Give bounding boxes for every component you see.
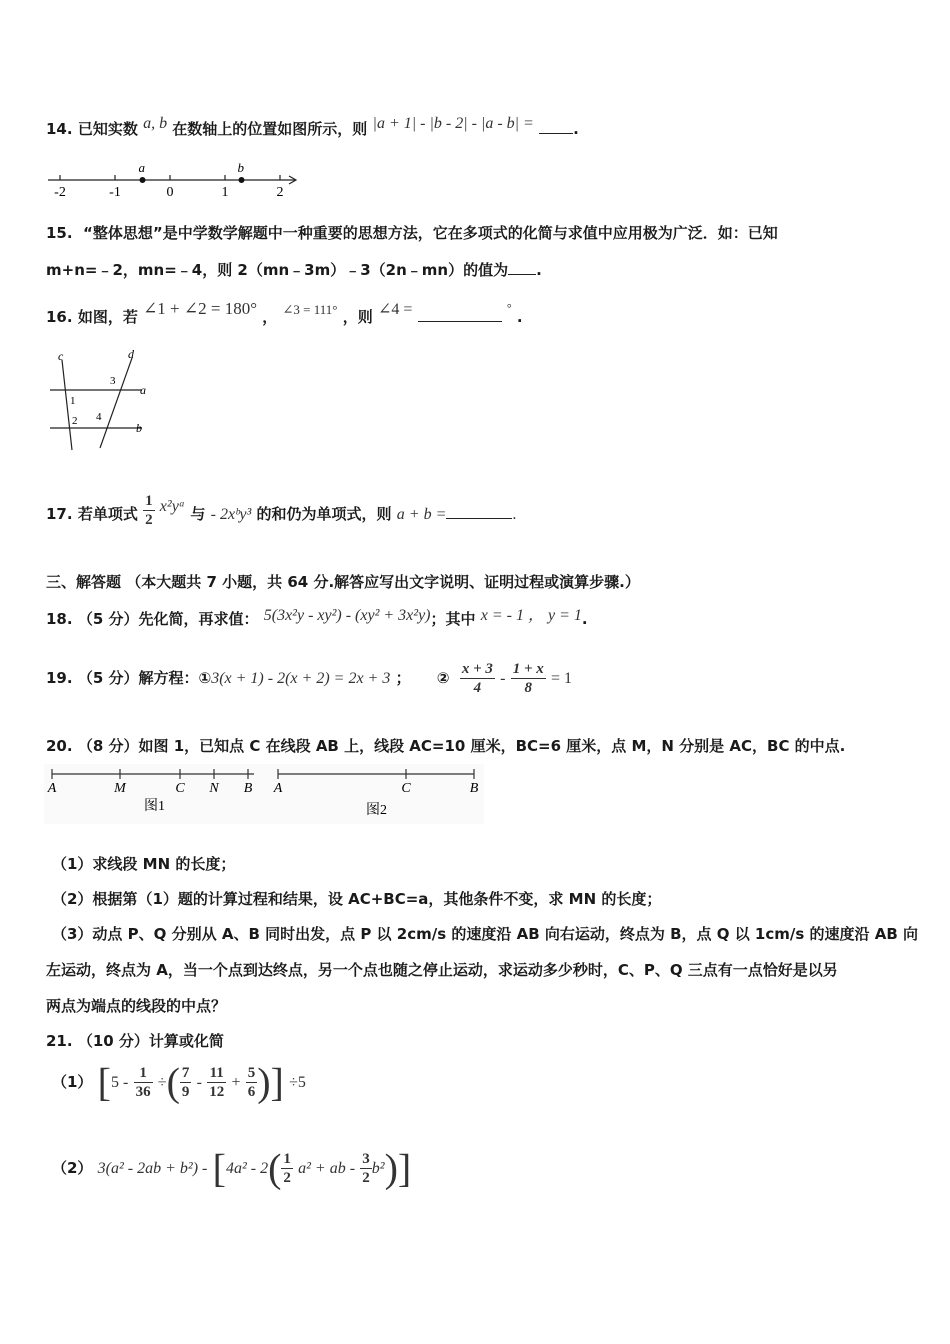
q20-text: 如图 1，已知点 C 在线段 AB 上，线段 AC=10 厘米，BC=6 厘米，点 M，N 分别是 AC，BC 的中点. <box>138 737 846 755</box>
q16-cond1: ∠1 + ∠2 = 180° <box>143 299 258 318</box>
fig1-label-A: A <box>47 781 57 796</box>
q19-text: 解方程： <box>138 669 199 687</box>
q20-part2: （2）根据第（1）题的计算过程和结果，设 AC+BC=a，其他条件不变，求 MN 的长度； <box>52 890 662 908</box>
q19-stem: 19. （5 分）解方程：①3(x + 1) - 2(x + 2) = 2x + 3 ； ② $\frac{x + 3}{4}$ - $\frac{1 + x}{8}$ = 1 <box>46 661 573 696</box>
q17-text1: 若单项式 <box>77 505 138 523</box>
axis-point-label-b: b <box>237 160 244 175</box>
q20-number: 20. <box>46 737 73 755</box>
q17-monomial1: x²yᵃ <box>159 498 186 515</box>
q19-score: （5 分） <box>77 669 139 687</box>
q16-text2: ，则 <box>342 308 373 326</box>
q15-text-line1: “整体思想”是中学数学解题中一种重要的思想方法，它在多项式的化简与求值中应用极为广泛．如：已知 <box>83 224 778 242</box>
fig2-label-C: C <box>401 781 411 796</box>
label-d: d <box>128 347 134 361</box>
axis-point-a <box>140 177 146 183</box>
q16-number: 16. <box>46 308 73 326</box>
fig1-label-M: M <box>114 781 126 796</box>
section3-header <box>46 571 640 592</box>
fig1-label-C: C <box>175 781 185 796</box>
q14-answer-blank[interactable] <box>539 133 573 134</box>
fig2-label-A: A <box>273 781 283 796</box>
q15-line1 <box>46 222 778 243</box>
q15-answer-blank[interactable] <box>508 274 536 275</box>
q17-text3: 的和仍为单项式，则 <box>256 505 392 523</box>
q21-part1-tail: ÷5 <box>289 1074 306 1091</box>
q14-number-line <box>40 158 310 204</box>
q17-stem: 17. 若单项式 $\frac{1}{2}$ x²yᵃ 与 - 2xᵇy³ 的和仍为单项式，则 a + b = . <box>46 493 517 528</box>
q19-circle2: ② <box>436 669 450 687</box>
q19-equation-end: = 1 <box>551 670 573 687</box>
q14-text-before: 已知实数 <box>77 120 138 138</box>
q18-where: ；其中 <box>430 610 476 628</box>
q14-expression: |a + 1| - |b - 2| - |a - b| = <box>372 115 534 132</box>
q14-vars: a, b <box>143 115 168 132</box>
angle-2: 2 <box>72 415 78 427</box>
q21-stem <box>46 1030 224 1051</box>
axis-tick-label: -1 <box>109 185 121 200</box>
q20-part3-line1: （3）动点 P、Q 分别从 A、B 同时出发，点 P 以 2cm/s 的速度沿 AB 向右运动，终点为 B，点 Q 以 1cm/s 的速度沿 AB 向 <box>52 925 918 943</box>
q14-number: 14. <box>46 120 73 138</box>
axis-point-b <box>239 177 245 183</box>
q20-part3-line2: 左运动，终点为 A，当一个点到达终点，另一个点也随之停止运动，求运动多少秒时，C、P、Q 三点有一点恰好是以另 <box>46 961 838 979</box>
q21-score: （10 分） <box>77 1032 149 1050</box>
fig1-caption: 图1 <box>144 799 165 814</box>
q18-condition: x = - 1 ， y = 1 <box>480 607 582 624</box>
q17-monomial2: - 2xᵇy³ <box>210 506 252 523</box>
fig2-caption: 图2 <box>366 803 387 818</box>
q18-text: 先化简，再求值： <box>138 610 259 628</box>
q21-part2: （2） 3(a² - 2ab + b²) - [4a² - 2( $\frac{1}{2}$ a² + ab - $\frac{3}{2}$ b²)] <box>52 1145 412 1191</box>
section3-note: （本大题共 7 小题，共 64 分.解答应写出文字说明、证明过程或演算步骤.） <box>126 573 640 591</box>
q19-equation1: 3(x + 1) - 2(x + 2) = 2x + 3 <box>211 670 391 687</box>
fig1-label-B: B <box>243 781 253 796</box>
fig1-label-N: N <box>209 781 219 796</box>
axis-tick-label: -2 <box>54 185 66 200</box>
q18-score: （5 分） <box>77 610 139 628</box>
q21-number: 21. <box>46 1032 73 1050</box>
q16-text1: 如图，若 <box>77 308 138 326</box>
line-d <box>100 358 132 448</box>
q14-stem: 14. 已知实数 a, b 在数轴上的位置如图所示，则 |a + 1| - |b - 2| - |a - b| = . <box>46 115 579 138</box>
q20-stem <box>46 735 845 756</box>
q20-part3-line3: 两点为端点的线段的中点？ <box>46 997 227 1015</box>
q16-stem: 16. 如图，若 ∠1 + ∠2 = 180° ， ∠3 = 111° ，则 ∠4 = ° . <box>46 299 523 326</box>
q20-figures <box>44 764 484 824</box>
q18-stem: 18. （5 分）先化简，再求值： 5(3x²y - xy²) - (xy² + 3x²y)；其中 x = - 1 ， y = 1. <box>46 607 588 628</box>
q18-expression: 5(3x²y - xy²) - (xy² + 3x²y) <box>263 607 431 624</box>
q21-part1: （1） [5 - $\frac{1}{36}$ ÷( $\frac{7}{9}$ - $\frac{11}{12}$ + $\frac{5}{6}$ )] ÷5 <box>52 1059 306 1105</box>
q19-circle1: ① <box>198 669 212 687</box>
q15-text-line2: m+n=﹣2，mn=﹣4，则 2（mn﹣3m）﹣3（2n﹣mn）的值为 <box>46 261 509 279</box>
q17-fraction: $\frac{1}{2}$ <box>145 493 153 528</box>
q16-ask: ∠4 = <box>377 301 413 318</box>
angle-3: 3 <box>110 375 116 387</box>
q18-number: 18. <box>46 610 73 628</box>
q19-fraction1: $\frac{x + 3}{4}$ <box>461 661 493 696</box>
label-c: c <box>58 349 64 363</box>
q21-text: 计算或化简 <box>148 1032 224 1050</box>
angle-1: 1 <box>70 395 76 407</box>
axis-point-label-a: a <box>138 160 145 175</box>
q19-fraction2: $\frac{1 + x}{8}$ <box>512 661 544 696</box>
q17-text2: 与 <box>190 505 206 523</box>
q17-number: 17. <box>46 505 73 523</box>
section3-title: 三、解答题 <box>46 573 122 591</box>
label-a: a <box>140 383 146 397</box>
q16-cond2: ∠3 = 111° <box>282 302 338 317</box>
fig2-label-B: B <box>469 781 479 796</box>
q15-line2: m+n=﹣2，mn=﹣4，则 2（mn﹣3m）﹣3（2n﹣mn）的值为 . <box>46 261 542 279</box>
q19-number: 19. <box>46 669 73 687</box>
axis-tick-label: 0 <box>166 185 174 200</box>
q17-answer-blank[interactable] <box>446 518 512 519</box>
q20-score: （8 分） <box>77 737 139 755</box>
q21-part2-label: （2） <box>52 1159 93 1177</box>
q14-text-after: 在数轴上的位置如图所示，则 <box>172 120 368 138</box>
q16-answer-blank[interactable] <box>418 321 502 322</box>
axis-tick-label: 2 <box>276 185 284 200</box>
q20-part1: （1）求线段 MN 的长度； <box>52 855 236 873</box>
angle-4: 4 <box>96 411 102 423</box>
q17-ask: a + b = <box>396 506 447 523</box>
q21-part1-label: （1） <box>52 1073 93 1091</box>
q16-figure <box>44 344 164 456</box>
axis-tick-label: 1 <box>221 185 229 200</box>
q15-number: 15. <box>46 224 73 242</box>
label-b: b <box>136 421 142 435</box>
